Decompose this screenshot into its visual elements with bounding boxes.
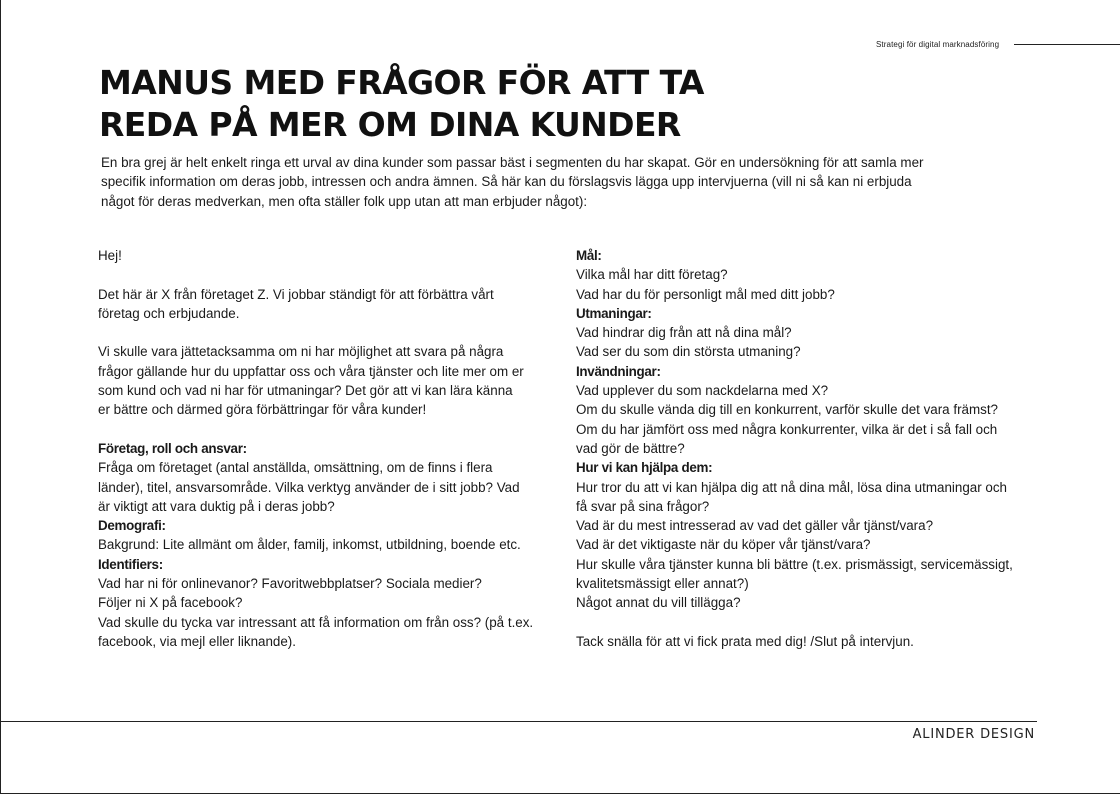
text-line: Tack snälla för att vi fick prata med dig! /Slut på intervjun. xyxy=(576,633,914,649)
document-label: Strategi för digital marknadsföring xyxy=(876,40,1000,49)
text-line: Vad är det viktigaste när du köper vår tjänst/vara? xyxy=(576,537,871,553)
text-line: länder), titel, ansvarsområde. Vilka verktyg använder de i sitt jobb? Vad xyxy=(98,479,520,495)
page-title-line: MANUS MED FRÅGOR FÖR ATT TA xyxy=(99,63,704,102)
text-line: Vad har du för personligt mål med ditt jobb? xyxy=(576,286,835,302)
text-line: vad gör de bättre? xyxy=(576,440,685,456)
text-line: Vad har ni för onlinevanor? Favoritwebbplatser? Sociala medier? xyxy=(98,576,482,592)
right-column xyxy=(576,246,1046,651)
text-line: Följer ni X på facebook? xyxy=(98,595,243,611)
text-line: Vad upplever du som nackdelarna med X? xyxy=(576,383,829,399)
text-line: facebook, via mejl eller liknande). xyxy=(98,633,296,649)
text-line: er bättre och därmed göra förbättringar för våra kunder! xyxy=(98,402,427,418)
text-line: Fråga om företaget (antal anställda, omsättning, om de finns i flera xyxy=(98,460,493,476)
text-line: Hej! xyxy=(98,248,122,263)
intro-line: En bra grej är helt enkelt ringa ett urval av dina kunder som passar bäst i segmenten du har skapat. Gör en undersökning för att samla mer xyxy=(101,155,924,170)
text-line: kvalitetsmässigt eller annat?) xyxy=(576,576,749,592)
text-line: Vad ser du som din största utmaning? xyxy=(576,344,801,360)
footer-rule xyxy=(1,721,1037,722)
section-heading: Demografi: xyxy=(98,518,166,534)
section-heading: Utmaningar: xyxy=(576,305,652,321)
text-line: Vilka mål har ditt företag? xyxy=(576,267,728,283)
text-line: är viktigt att vara duktig på i deras jobb? xyxy=(98,498,335,514)
page-title xyxy=(99,62,799,146)
text-line: företag och erbjudande. xyxy=(98,305,240,321)
text-line: få svar på sina frågor? xyxy=(576,498,710,514)
paragraph-gap xyxy=(576,613,1046,632)
paragraph-gap xyxy=(98,265,558,284)
paragraph-gap xyxy=(98,323,558,342)
text-line: Bakgrund: Lite allmänt om ålder, familj, inkomst, utbildning, boende etc. xyxy=(98,537,521,553)
intro-line: specifik information om deras jobb, intressen och andra ämnen. Så här kan du förslagsvis lägga upp intervjuerna (vill ni så kan ni erbjuda xyxy=(101,174,912,190)
text-line: Hur skulle våra tjänster kunna bli bättre (t.ex. prismässigt, servicemässigt, xyxy=(576,556,1013,572)
text-line: Vad hindrar dig från att nå dina mål? xyxy=(576,325,792,341)
section-heading: Företag, roll och ansvar: xyxy=(98,440,247,456)
section-heading: Hur vi kan hjälpa dem: xyxy=(576,460,713,476)
text-line: Något annat du vill tillägga? xyxy=(576,595,741,611)
paragraph-gap xyxy=(98,420,558,439)
text-line: Vad är du mest intresserad av vad det gäller vår tjänst/vara? xyxy=(576,518,934,534)
text-line: Vi skulle vara jättetacksamma om ni har möjlighet att svara på några xyxy=(98,344,504,360)
text-line: Vad skulle du tycka var intressant att få information om från oss? (på t.ex. xyxy=(98,614,534,630)
text-line: Om du har jämfört oss med några konkurrenter, vilka är det i så fall och xyxy=(576,421,998,437)
left-column xyxy=(98,246,558,651)
intro-paragraph xyxy=(101,153,951,211)
text-line: frågor gällande hur du uppfattar oss och våra tjänster och lite mer om er xyxy=(98,363,524,379)
intro-line: något för deras medverkan, men ofta ställer folk upp utan att man erbjuder något): xyxy=(101,193,588,209)
text-line: Hur tror du att vi kan hjälpa dig att nå dina mål, lösa dina utmaningar och xyxy=(576,479,1007,495)
section-heading: Invändningar: xyxy=(576,363,661,379)
section-heading: Identifiers: xyxy=(98,556,163,572)
footer-brand: ALINDER DESIGN xyxy=(912,727,1035,742)
text-line: Om du skulle vända dig till en konkurrent, varför skulle det vara främst? xyxy=(576,402,998,418)
header-rule xyxy=(1014,44,1120,45)
page-title-line: REDA PÅ MER OM DINA KUNDER xyxy=(99,105,681,144)
section-heading: Mål: xyxy=(576,248,602,263)
text-line: Det här är X från företaget Z. Vi jobbar ständigt för att förbättra vårt xyxy=(98,286,494,302)
text-line: som kund och vad ni har för utmaningar? Det gör att vi kan lära känna xyxy=(98,383,513,399)
